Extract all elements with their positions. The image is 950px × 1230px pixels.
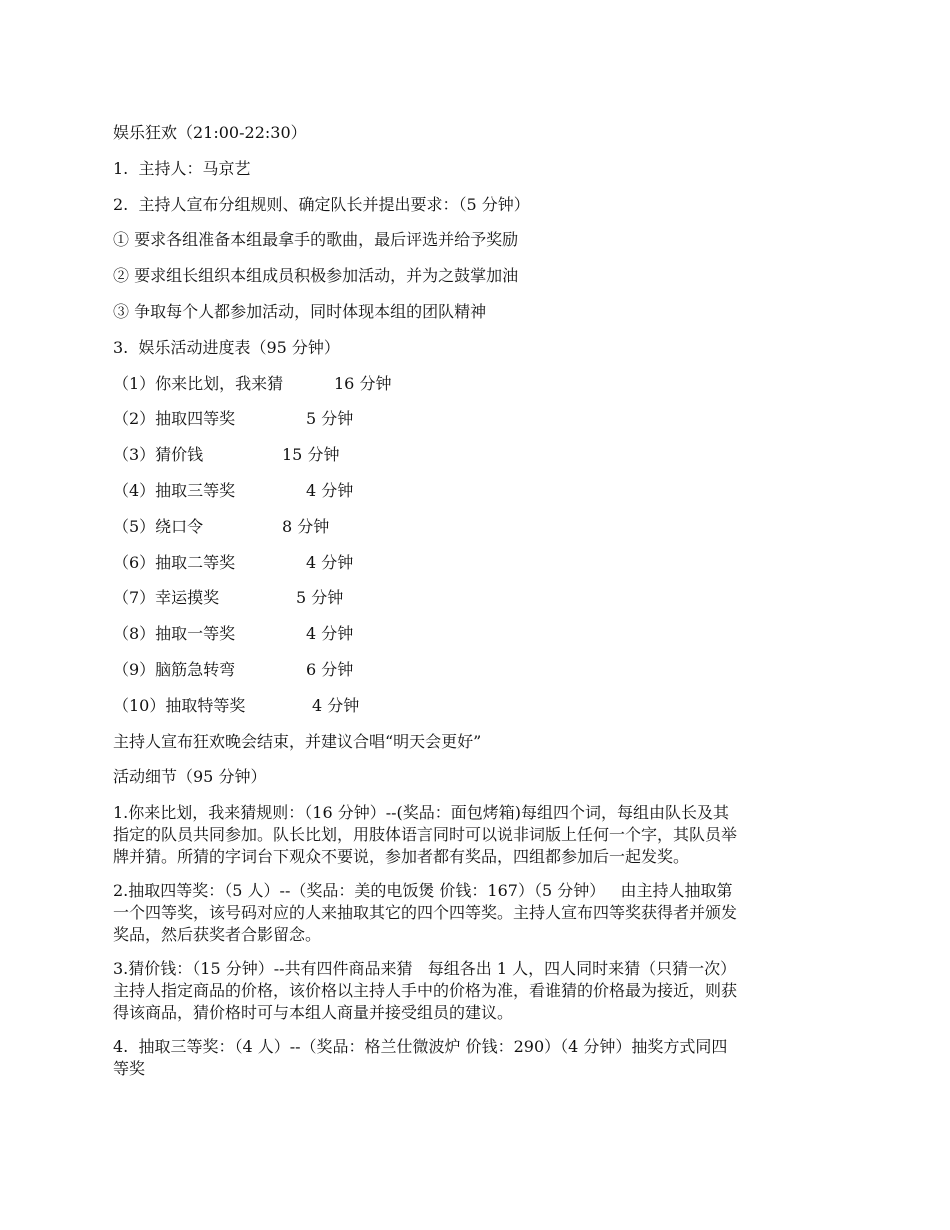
detail-line: 1.你来比划，我来猜规则：（16 分钟）--(奖品：面包烤箱)每组四个词，每组由队长及其 bbox=[113, 803, 730, 823]
schedule-row bbox=[113, 516, 843, 538]
detail-paragraph bbox=[113, 880, 843, 946]
schedule-row bbox=[113, 659, 843, 681]
detail-paragraph bbox=[113, 958, 843, 1024]
detail-line: 奖品，然后获奖者合影留念。 bbox=[113, 925, 322, 945]
detail-line: 主持人指定商品的价格，该价格以主持人手中的价格为准，看谁猜的价格最为接近，则获 bbox=[113, 981, 738, 1001]
section-heading: 娱乐狂欢（21:00-22:30） bbox=[113, 123, 307, 142]
schedule-row bbox=[113, 587, 843, 609]
details-title: 活动细节（95 分钟） bbox=[113, 767, 267, 787]
schedule-item-name: （7）幸运摸奖 bbox=[113, 588, 220, 608]
schedule-item-name: （3）猜价钱 bbox=[113, 445, 204, 465]
schedule-item-duration: 5 分钟 bbox=[296, 588, 344, 608]
detail-paragraph bbox=[113, 802, 843, 868]
schedule-item-name: （9）脑筋急转弯 bbox=[113, 659, 236, 679]
schedule-item-duration: 15 分钟 bbox=[282, 445, 340, 465]
schedule-item-duration: 6 分钟 bbox=[306, 659, 354, 679]
schedule-item-duration: 5 分钟 bbox=[306, 409, 354, 429]
schedule-item-name: （5）绕口令 bbox=[113, 516, 204, 536]
detail-line: 指定的队员共同参加。队长比划，用肢体语言同时可以说非词版上任何一个字，其队员举 bbox=[113, 825, 738, 845]
schedule-item-name: （6）抽取二等奖 bbox=[113, 552, 236, 572]
schedule-item-name: （4）抽取三等奖 bbox=[113, 480, 236, 500]
detail-line: 4. 抽取三等奖：（4 人）--（奖品：格兰仕微波炉 价钱：290）（4 分钟）抽奖方式同四 bbox=[113, 1037, 728, 1057]
schedule-item-name: （2）抽取四等奖 bbox=[113, 409, 236, 429]
schedule-row bbox=[113, 373, 843, 395]
rules-title: 2. 主持人宣布分组规则、确定队长并提出要求：（5 分钟） bbox=[113, 194, 530, 214]
detail-line: 得该商品，猜价格时可与本组人商量并接受组员的建议。 bbox=[113, 1003, 514, 1023]
host-line: 1. 主持人：马京艺 bbox=[113, 158, 251, 178]
schedule-row bbox=[113, 480, 843, 502]
closing-line: 主持人宣布狂欢晚会结束，并建议合唱“明天会更好” bbox=[113, 731, 482, 751]
schedule-item-name: （10）抽取特等奖 bbox=[113, 695, 246, 715]
requirement-item: ② 要求组长组织本组成员积极参加活动，并为之鼓掌加油 bbox=[113, 266, 519, 286]
schedule-item-duration: 16 分钟 bbox=[334, 373, 392, 393]
schedule-item-name: （8）抽取一等奖 bbox=[113, 624, 236, 644]
requirement-item: ③ 争取每个人都参加活动，同时体现本组的团队精神 bbox=[113, 301, 487, 321]
detail-line: 3.猜价钱：（15 分钟）--共有四件商品来猜 每组各出 1 人，四人同时来猜（只猜一次） bbox=[113, 959, 737, 979]
detail-line: 等奖 bbox=[113, 1059, 146, 1079]
document-content bbox=[113, 122, 843, 1092]
requirement-item: ① 要求各组准备本组最拿手的歌曲，最后评选并给予奖励 bbox=[113, 230, 519, 250]
schedule-row bbox=[113, 552, 843, 574]
schedule-row bbox=[113, 623, 843, 645]
detail-paragraph bbox=[113, 1036, 843, 1080]
schedule-item-duration: 4 分钟 bbox=[306, 624, 354, 644]
schedule-item-duration: 4 分钟 bbox=[306, 552, 354, 572]
schedule-row bbox=[113, 444, 843, 466]
schedule-item-duration: 4 分钟 bbox=[306, 480, 354, 500]
detail-line: 牌并猜。所猜的字词台下观众不要说，参加者都有奖品，四组都参加后一起发奖。 bbox=[113, 847, 690, 867]
schedule-item-name: （1）你来比划，我来猜 bbox=[113, 373, 284, 393]
detail-line: 一个四等奖，该号码对应的人来抽取其它的四个四等奖。主持人宣布四等奖获得者并颁发 bbox=[113, 903, 738, 923]
schedule-item-duration: 4 分钟 bbox=[312, 695, 360, 715]
schedule-title: 3. 娱乐活动进度表（95 分钟） bbox=[113, 337, 340, 357]
detail-line: 2.抽取四等奖：（5 人）--（奖品：美的电饭煲 价钱：167）（5 分钟） 由主持人抽取第 bbox=[113, 881, 733, 901]
schedule-item-duration: 8 分钟 bbox=[282, 516, 330, 536]
schedule-row bbox=[113, 695, 843, 717]
schedule-row bbox=[113, 408, 843, 430]
